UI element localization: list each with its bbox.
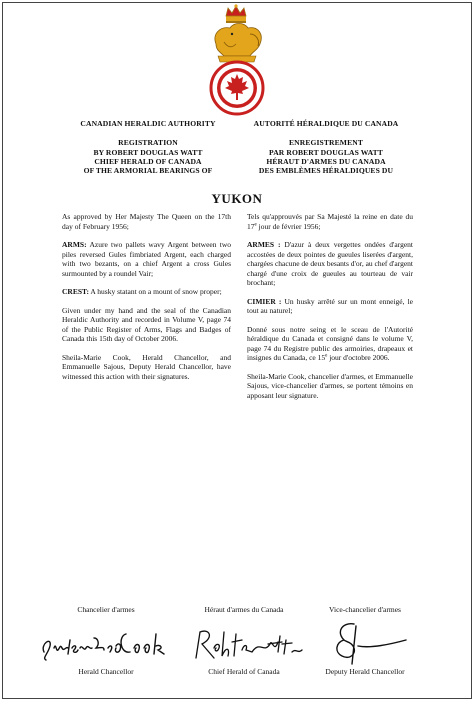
arms-label-fr: ARMES : xyxy=(247,240,281,249)
arms-text-fr: D'azur à deux vergettes ondées d'argent accostées de deux pointes de gueules liserées d'argent, chargées chacune de deux besants d'or, au chef d'argent chargé d'une croix de gueules au tourteau de vair brochant; xyxy=(247,240,414,287)
crest-paragraph-fr xyxy=(247,297,413,316)
canadian-heraldic-authority-badge-icon xyxy=(198,4,276,118)
crest-label-fr: CIMIER : xyxy=(247,296,282,306)
approval-paragraph-en: As approved by Her Majesty The Queen on the 17th day of February 1956; xyxy=(62,212,231,231)
crest-label-en: CREST: xyxy=(62,287,89,296)
french-column xyxy=(247,212,413,409)
deputy-title-en: Deputy Herald Chancellor xyxy=(325,667,405,676)
bearings-of-fr: DES EMBLÈMES HÉRALDIQUES DU xyxy=(258,166,394,176)
registrar-fr: PAR ROBERT DOUGLAS WATT xyxy=(269,147,383,157)
given-text-fr: Donné sous notre seing et le sceau de l'Autorité héraldique du Canada et consigné dans le volume V, page 74 du Registre public des armoiries, drapeaux et insignes du Canada, ce 15 xyxy=(247,324,413,362)
document-title: YUKON xyxy=(211,191,263,206)
approval-paragraph-fr xyxy=(247,212,413,231)
english-column xyxy=(62,212,231,390)
registration-fr: ENREGISTREMENT xyxy=(289,138,363,148)
bearings-of-en: OF THE ARMORIAL BEARINGS OF xyxy=(83,166,213,176)
watt-signature xyxy=(188,618,306,666)
header-french xyxy=(238,119,414,175)
registrar-en: BY ROBERT DOUGLAS WATT xyxy=(93,147,203,157)
arms-paragraph-fr xyxy=(247,240,413,288)
crest-text-en: A husky statant on a mount of snow proper; xyxy=(88,287,222,296)
cook-title-en: Herald Chancellor xyxy=(78,667,134,676)
cook-signature xyxy=(38,618,178,666)
approval-ordinal-fr: e xyxy=(254,222,257,227)
witness-paragraph-en: Sheila-Marie Cook, Herald Chancellor, and Emmanuelle Sajous, Deputy Herald Chancellor, have witnessed this action with their signatures. xyxy=(62,352,231,381)
lion-icon xyxy=(215,24,261,63)
arms-label-en: ARMS: xyxy=(62,240,87,249)
approval-text-fr: Tels qu'approuvés par Sa Majesté la reine en date du 17 xyxy=(247,212,413,231)
authority-name-en: CANADIAN HERALDIC AUTHORITY xyxy=(80,119,216,128)
header-english xyxy=(62,119,234,175)
arms-paragraph-en xyxy=(62,240,231,278)
crown-icon xyxy=(226,4,246,23)
deputy-title-fr: Vice-chancelier d'armes xyxy=(329,605,401,614)
given-ordinal-fr: e xyxy=(325,353,328,359)
arms-text-en: Azure two pallets wavy Argent between two piles reversed Gules fimbriated Argent, each charged with two bezants, on a chief Argent a cross Gules surmounted by a roundel Vair; xyxy=(62,240,231,278)
given-paragraph-fr xyxy=(247,325,413,363)
given-paragraph-en: Given under my hand and the seal of the Canadian Heraldic Authority and recorded in Volume V, page 74 of the Public Register of Arms, Flags and Badges of Canada this 15th day of October 2006. xyxy=(62,305,231,343)
given-date-fr: jour d'octobre 2006. xyxy=(327,353,390,362)
watt-title-fr: Héraut d'armes du Canada xyxy=(204,605,284,614)
authority-name-fr: AUTORITÉ HÉRALDIQUE DU CANADA xyxy=(253,119,399,128)
cook-title-fr: Chancelier d'armes xyxy=(77,605,135,614)
registrar-title-en: CHIEF HERALD OF CANADA xyxy=(94,156,202,166)
witness-paragraph-fr: Sheila-Marie Cook, chancelier d'armes, et Emmanuelle Sajous, vice-chancelier d'armes, se portent témoins en apposant leur signature. xyxy=(247,371,413,400)
crest-text-fr: Un husky arrêté sur un mont enneigé, le tout au naturel; xyxy=(247,296,414,315)
deputy-signature xyxy=(314,618,414,666)
watt-title-en: Chief Herald of Canada xyxy=(208,667,280,676)
registration-en: REGISTRATION xyxy=(118,138,178,148)
approval-date-fr: jour de février 1956; xyxy=(256,221,321,231)
crest-paragraph-en xyxy=(62,287,231,297)
registrar-title-fr: HÉRAUT D'ARMES DU CANADA xyxy=(266,156,386,166)
